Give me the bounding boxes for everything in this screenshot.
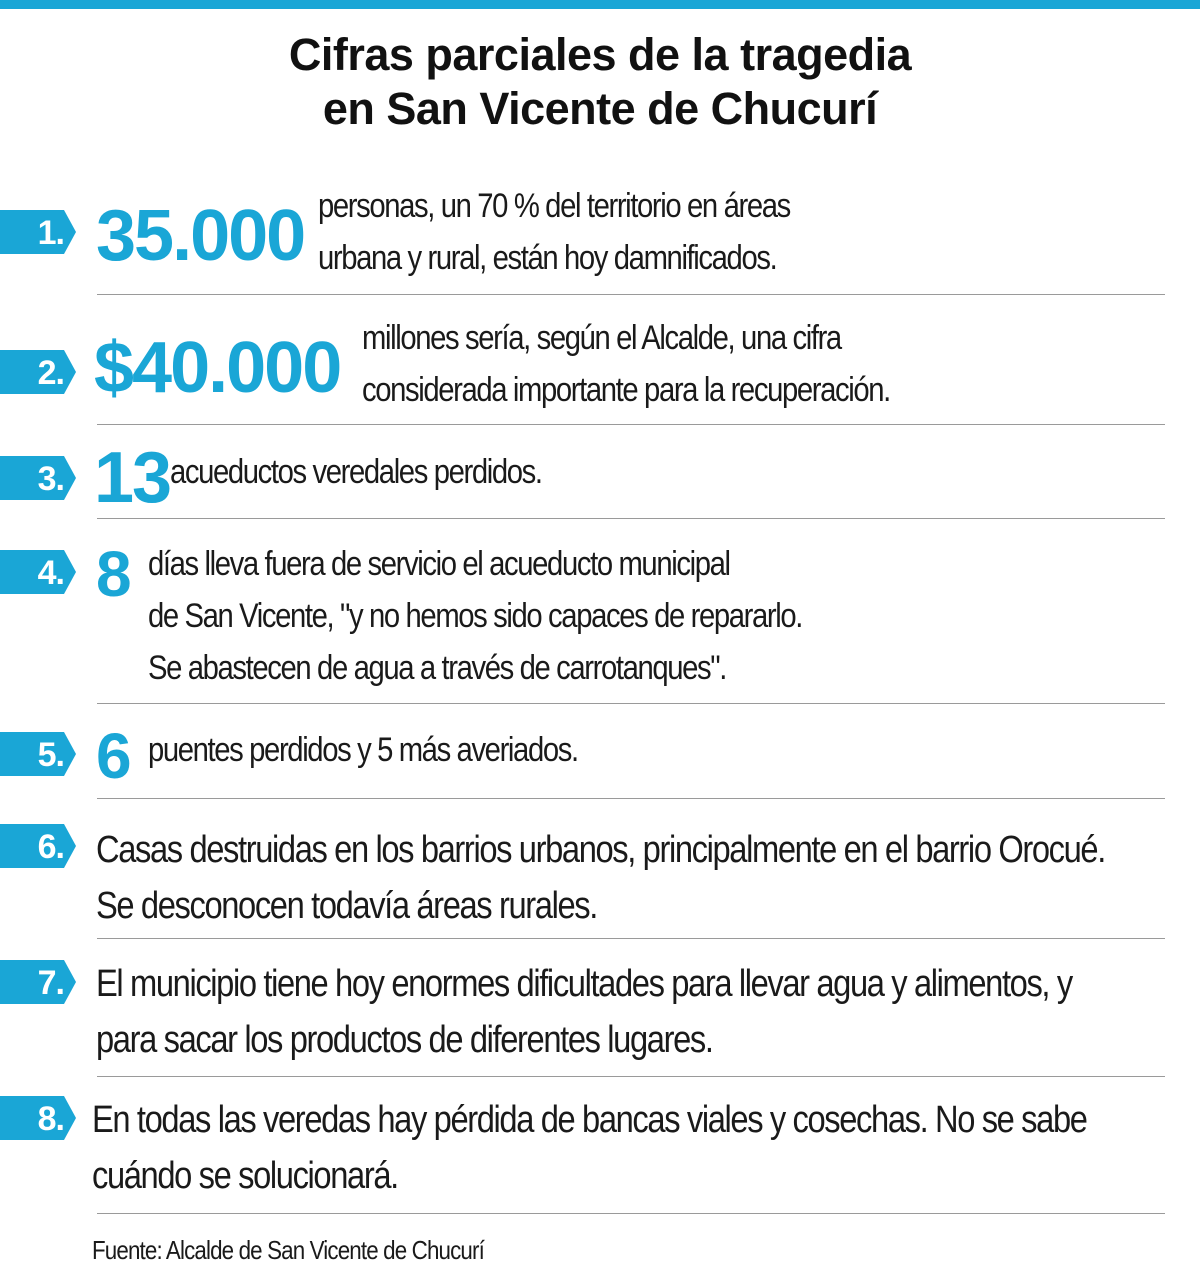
description-line: considerada importante para la recuperación. — [362, 371, 890, 409]
item-description — [92, 1092, 1087, 1204]
item-number-badge — [0, 960, 76, 1004]
item-figure: $40.000 — [94, 328, 341, 408]
item-description — [170, 446, 542, 498]
description-line: millones sería, según el Alcalde, una cifra — [362, 319, 841, 357]
description-line: Casas destruidas en los barrios urbanos, principalmente en el barrio Orocué. — [96, 829, 1105, 871]
top-accent-bar — [0, 0, 1200, 9]
item-description — [148, 724, 578, 776]
description-line: de San Vicente, "y no hemos sido capaces de repararlo. — [148, 597, 802, 635]
item-number-badge — [0, 824, 76, 868]
divider — [97, 798, 1165, 799]
item-number-badge — [0, 210, 76, 254]
item-number: 1. — [37, 214, 64, 252]
item-figure: 13 — [94, 438, 171, 518]
item-description — [148, 538, 802, 694]
description-line: puentes perdidos y 5 más averiados. — [148, 731, 578, 769]
description-line: Se abastecen de agua a través de carrotanques". — [148, 649, 727, 687]
description-line: Se desconocen todavía áreas rurales. — [96, 885, 597, 927]
divider — [97, 294, 1165, 295]
title-line-2: en San Vicente de Chucurí — [322, 83, 878, 134]
item-figure: 8 — [96, 538, 130, 610]
item-number: 3. — [37, 460, 64, 498]
item-number: 5. — [37, 736, 64, 774]
title-line-1: Cifras parciales de la tragedia — [288, 29, 912, 80]
item-description — [362, 312, 890, 416]
description-line: días lleva fuera de servicio el acueducto municipal — [148, 545, 730, 583]
item-number: 7. — [37, 964, 64, 1002]
page-title — [0, 28, 1200, 136]
item-number-badge — [0, 732, 76, 776]
divider — [97, 424, 1165, 425]
item-number: 4. — [37, 554, 64, 592]
divider — [97, 703, 1165, 704]
divider — [97, 518, 1165, 519]
description-line: En todas las veredas hay pérdida de bancas viales y cosechas. No se sabe — [92, 1099, 1087, 1141]
item-number: 2. — [37, 354, 64, 392]
source-note: Fuente: Alcalde de San Vicente de Chucurí — [92, 1235, 484, 1265]
divider — [97, 1076, 1165, 1077]
description-line: acueductos veredales perdidos. — [170, 453, 542, 491]
item-number-badge — [0, 350, 76, 394]
item-number-badge — [0, 550, 76, 594]
divider — [97, 1213, 1165, 1214]
description-line: El municipio tiene hoy enormes dificultades para llevar agua y alimentos, y — [96, 963, 1072, 1005]
item-description — [318, 180, 790, 284]
item-number: 6. — [37, 828, 64, 866]
item-figure: 35.000 — [96, 196, 305, 276]
item-number-badge — [0, 1096, 76, 1140]
item-number: 8. — [37, 1100, 64, 1138]
item-description — [96, 956, 1072, 1068]
item-figure: 6 — [96, 720, 130, 792]
description-line: para sacar los productos de diferentes lugares. — [96, 1019, 713, 1061]
description-line: urbana y rural, están hoy damnificados. — [318, 239, 777, 277]
divider — [97, 938, 1165, 939]
description-line: cuándo se solucionará. — [92, 1155, 398, 1197]
description-line: personas, un 70 % del territorio en áreas — [318, 187, 790, 225]
item-number-badge — [0, 456, 76, 500]
item-description — [96, 822, 1105, 934]
